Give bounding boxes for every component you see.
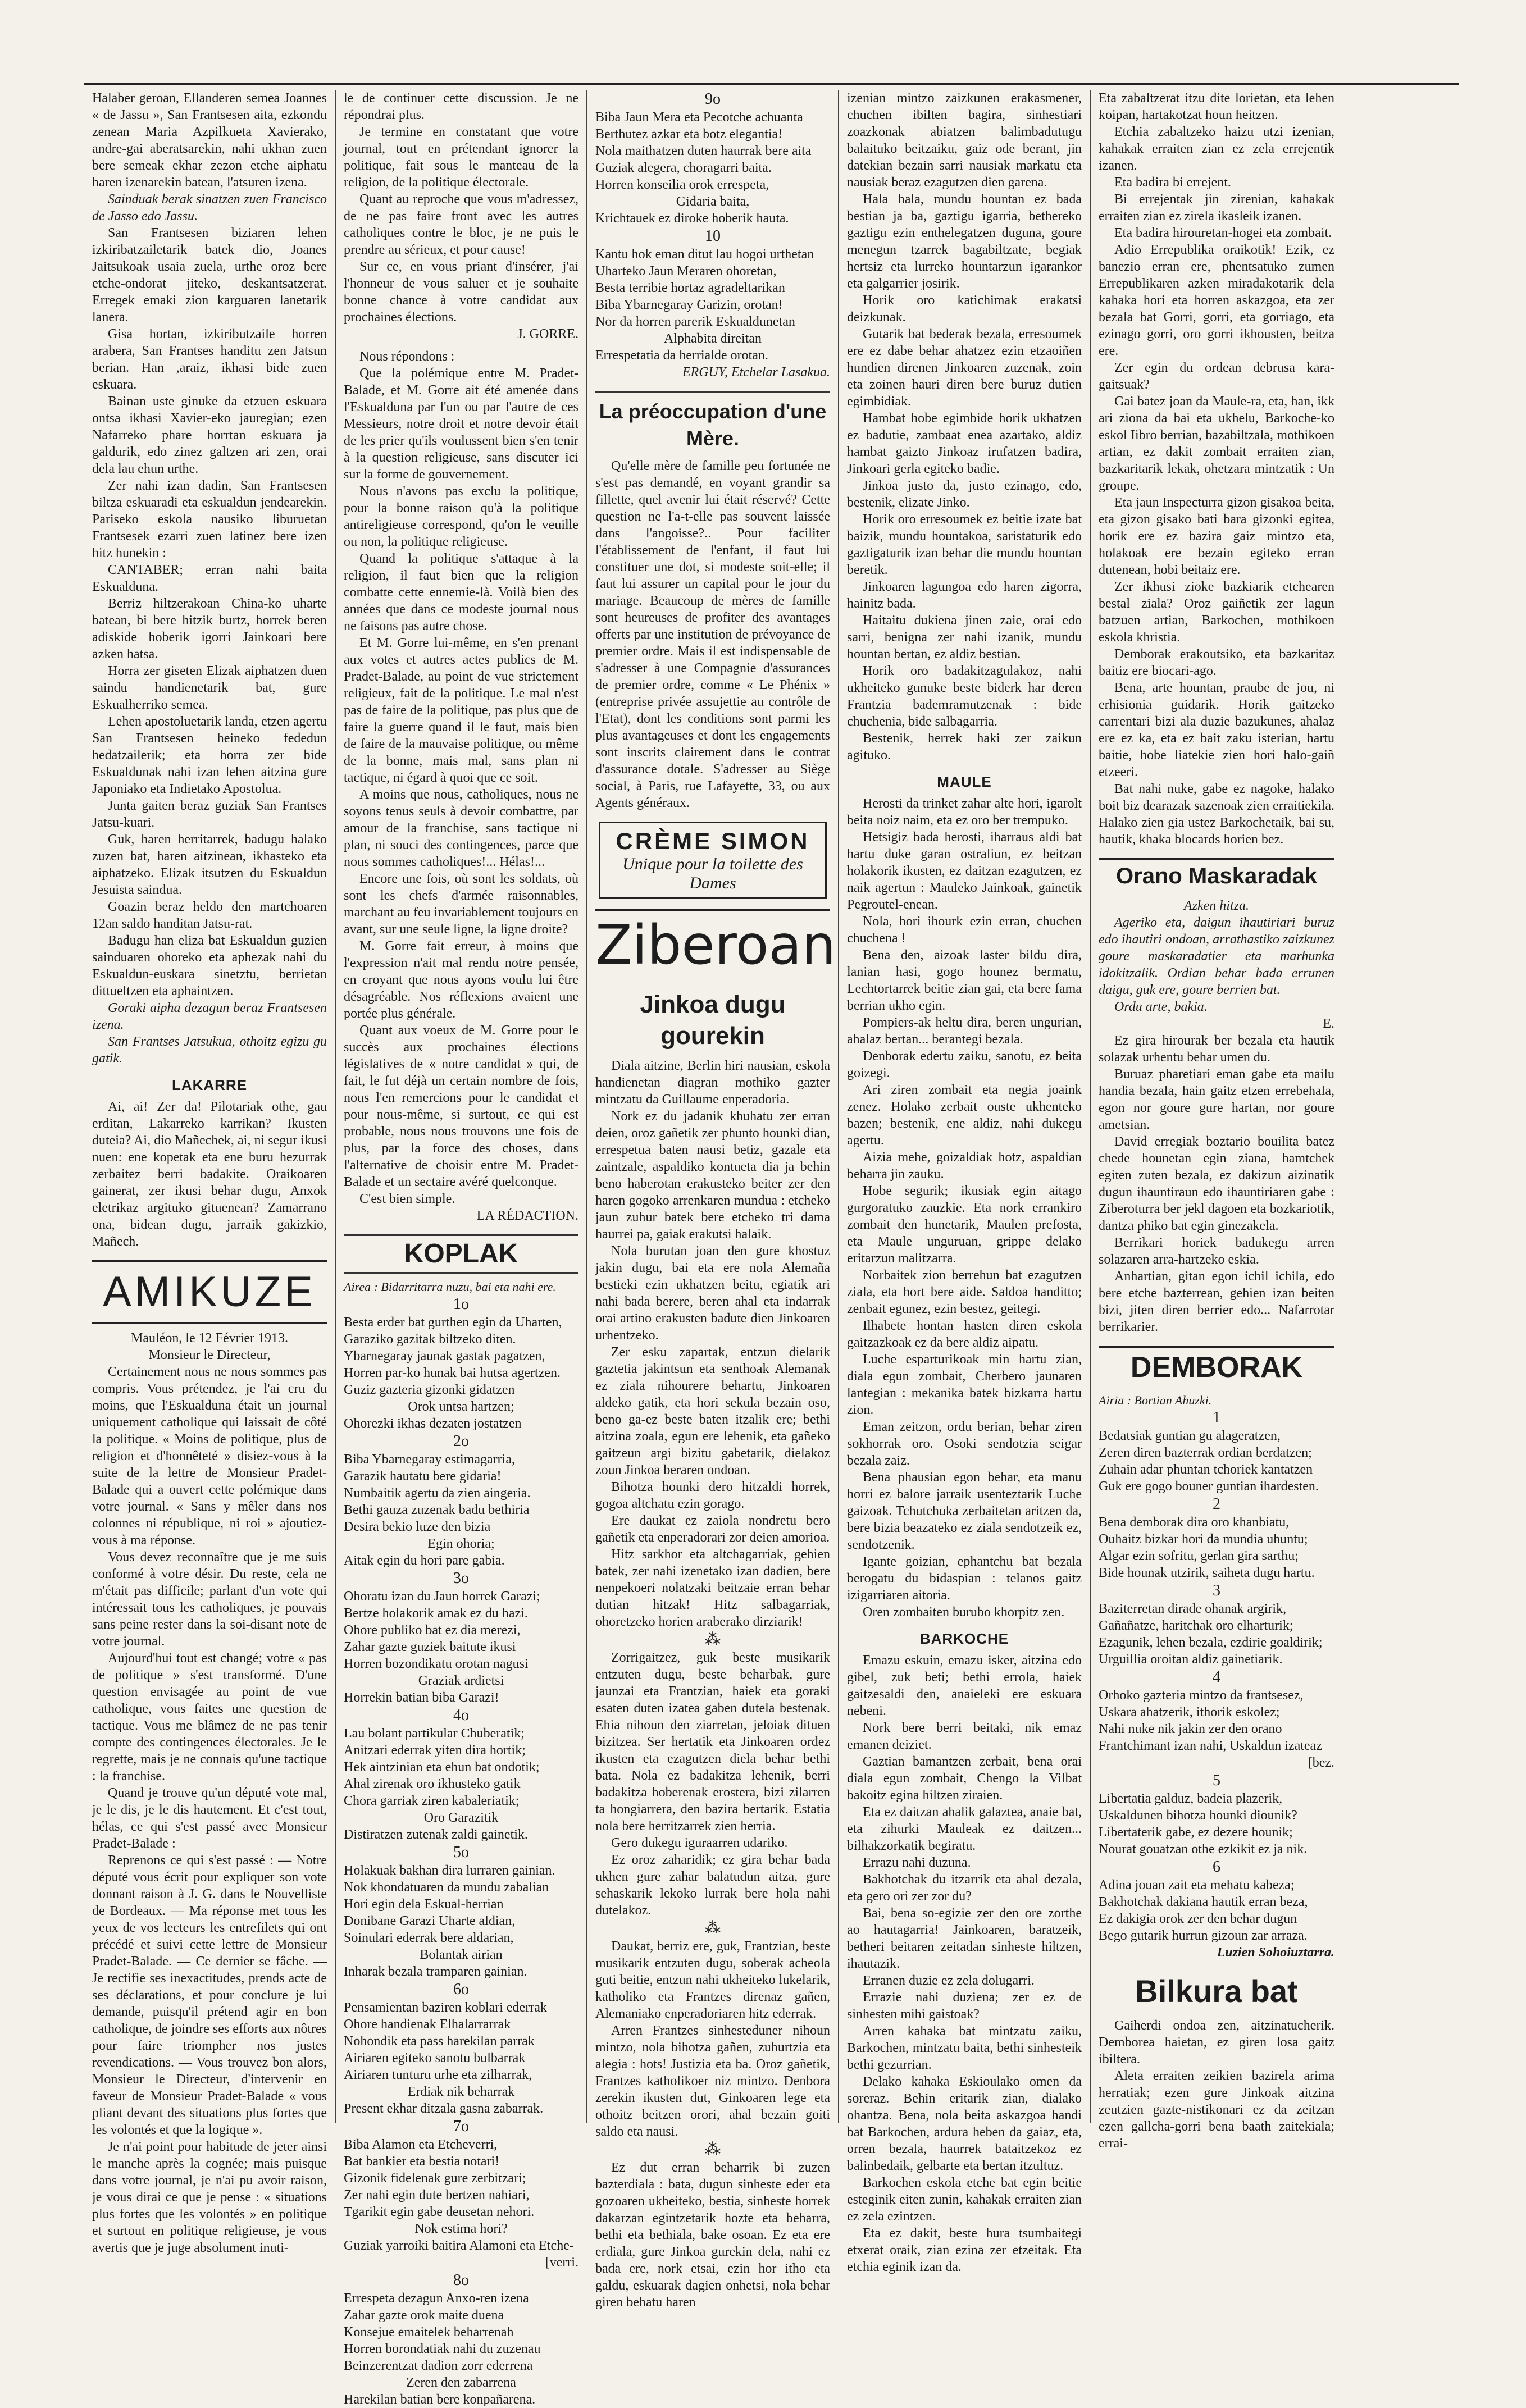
paragraph: Hambat hobe egimbide horik ukhatzen ez badutie, zambaat enea azartako, aldiz hambat gaizto Jinkoaz irufatzen badira, Jinkoari gerla egiteko badie. [847,411,1082,476]
verse-number: 3 [1213,1582,1220,1599]
verse-line: Bethi gauza zuzenak badu bethiria [344,1503,530,1517]
verse-line: Garaziko gazitak biltzeko diten. [344,1332,516,1347]
verse-number: 6 [1213,1858,1220,1876]
paragraph: Diala aitzine, Berlin hiri nausian, eskola handienetan diagran mothiko gazter mintzatu da Guillaume enperadoria. [595,1059,830,1107]
paragraph: Zer esku zapartak, entzun dielarik gaztetia jakintsun eta senthoak Alemanak ez ziala nihourere behartu, Jinkoaren aldeko gatik, eta hori sekula bezain oso, beno ga-ez beste baten itzalik ere; bethi aitzina zoala, egun ere lehenik, eta gañeko gaitzeun argi bizitu gabetarik, dielakoz zoun Jinkoa beraren ondoan. [595,1345,830,1477]
paragraph: Hobe segurik; ikusiak egin aitago gurgoratuko zauzkie. Eta nork errankiro zombait den hunetarik, Maulen prefosta, eta Maule unguruan, grippe delako eritarzun malitzarra. [847,1184,1082,1266]
paragraph: Bihotza hounki dero hitzaldi horrek, gogoa altchatu ezin gorago. [595,1480,830,1511]
paragraph: Je n'ai point pour habitude de jeter ainsi le manche après la cognée; mais puisque dans votre journal, je n'ai pu avoir raison, je vous dirai ce que je pense : « situations plus fortes que les volontés » en politique et surtout en politique religieuse, je vous avertis que je juge absolument inuti- [92,2140,327,2255]
paragraph: Qu'elle mère de famille peu fortunée ne s'est pas demandé, en voyant grandir sa fillette, quel avenir lui était réservé? Cette question ne l'a-t-elle pas souvent laissée dans l'angoisse?.. Pour faciliter l'établissement de l'enfant, il faut lui constituer une dot, si modeste soit-elle; il faut lui assurer un capital pour le jour du mariage. Beaucoup de mères de famille sont heureuses de profiter des avantages offerts par une institution de prévoyance de premier ordre. Mais il est indispensable de s'adresser à une Compagnie d'assurances de premier ordre, comme « Le Phénix » (entreprise privée assujettie au contrôle de l'Etat), dont les conditions sont parmi les plus avantageuses et dont les engagements sont inscrits clairement dans le contrat d'assurance dotale. S'adresser au Siège social, à Paris, rue Lafayette, 33, ou aux Agents généraux. [595,459,830,810]
column-3 [587,90,839,2310]
paragraph: Ari ziren zombait eta negia joaink zenez. Holako zerbait ouste ukhenteko bazen; bestenik, ene aldiz, nahi dukegu agertu. [847,1083,1082,1148]
signature: J. GORRE. [517,327,578,341]
paragraph: Ez oroz zaharidik; ez gira behar bada ukhen gure zahar balatudun aitza, gure sehaskarik lekoko lurrak bere hola nahi dutelakoz. [595,1853,830,1918]
verse-line: Nok khondatuaren da mundu zabalian [344,1880,549,1895]
paragraph: Sainduak berak sinatzen zuen Francisco de Jasso edo Jassu. [92,192,327,224]
paragraph: Zer nahi izan dadin, San Frantsesen biltza eskuaradi eta eskualdun jendearekin. Pariseko eskola nausiko liburuetan Frantsesek ezarri zuen latinez bere izen hitz hunekin : [92,478,327,560]
paragraph: Errazie nahi duziena; zer ez de sinhesten mihi gaistoak? [847,1990,1082,2022]
verse-line: Urguillia oroitan aldiz gainetiarik. [1099,1652,1283,1667]
tune-note: Airia : Bortian Ahuzki. [1099,1393,1212,1407]
paragraph: Zer egin du ordean debrusa kara-gaitsuak? [1099,361,1334,392]
verse-line: Harekilan batian bere konpañarena. [344,2392,536,2407]
paragraph: Encore une fois, où sont les soldats, où sont les chefs d'armée raisonnables, marchant au feu invariablement toujours en avant, sur une seule ligne, la ligne droite? [344,872,578,937]
paragraph: Igante goizian, ephantchu bat bezala berogatu du bidaspian : telanos gaitz izigarriaren aitoria. [847,1554,1082,1603]
verse-line: Besta erder bat gurthen egin da Uharten, [344,1315,562,1330]
paragraph: David erregiak boztario bouilita batez chede hounetan egin ziana, hamtchek egiten zuten bezala, ez dakizun aizinatik dugun ihauntiraun edo ihauntiriaren gabe : Ziberoturra ber jekl dagoen eta bozkariotik, dantza phiko bat egin ginezakela. [1099,1134,1334,1233]
column-5 [1091,90,1342,2151]
verse-line: Zer nahi egin dute bertzen nahiari, [344,2188,530,2202]
verse-line: Ohoratu izan du Jaun horrek Garazi; [344,1589,540,1604]
paragraph: Ai, ai! Zer da! Pilotariak othe, gau erditan, Lakarreko karrikan? Ikusten duteia? Ai, dio Mañechek, ai, ni segur ikusi nuen: ene kopetak eta ene buru hezurrak zerbaitez berri badakite. Oraikoaren gainerat, zer ikusi behar dugu, Anxok eletrikaz argituko gituenean? Zamarrano ona, bidean dugu, jarraik gakizkio, Mañech. [92,1100,327,1249]
paragraph: CANTABER; erran nahi baita Eskualduna. [92,563,327,594]
verse-line: Lau bolant partikular Chuberatik; [344,1726,525,1741]
verse-line: Horren konseilia orok errespeta, [595,177,769,192]
section-heading-demborak: DEMBORAK [1099,1346,1334,1387]
signature: LA RÉDACTION. [476,1208,578,1223]
paragraph: Nous répondons : [359,349,455,364]
verse-line: Nohondik eta pass harekilan parrak [344,2034,535,2049]
asterism: ⁂ [705,2141,721,2158]
verse-line: Ohore handienak Elhalarrarrak [344,2017,511,2032]
verse-line: Ohorezki ikhas dezaten jostatzen [344,1416,522,1431]
verse-line: Ezagunik, lehen bezala, ezdirie goaldirik; [1099,1635,1323,1650]
verse-number: 1o [453,1296,469,1313]
paragraph: Guk, haren herritarrek, badugu halako zuzen bat, haren aitzinean, ikhasteko eta aiphatzeko. Elizak itsutzen du Eskualdun Jesuista saindua. [92,832,327,897]
verse-line: Nourat gouatzan othe ezkikit ez ja nik. [1099,1842,1308,1857]
paragraph: Eta zabaltzerat itzu dite lorietan, eta lehen koipan, hartakotzat houn heitzen. [1099,91,1334,122]
verse-line: Algar ezin sofritu, gerlan gira sarthu; [1099,1549,1299,1563]
verse-line: Hek aintzinian eta ehun bat ondotik; [344,1760,540,1775]
verse-line: Soinulari ederrak bere aldarian, [344,1931,514,1945]
verse-line: Beinzerentzat dadion zorr ederrena [344,2359,533,2373]
paragraph: Gero dukegu iguraarren udariko. [611,1836,788,1850]
verse-line: Bolantak airian [420,1948,503,1962]
section-heading-ziberoan: Ziberoan [595,909,830,979]
verse-number: 6o [453,1981,469,1998]
paragraph: Gai batez joan da Maule-ra, eta, han, ikk ari ziona da bai eta ukhelu, Barkoche-ko eskol Iibro berrian, bazabiltzala, mothikoen artian, ez dakit zombait erraiten zian, bazkaritarik lekak, ohetzara mintzatik : Un groupe. [1099,394,1334,493]
paragraph: Certainement nous ne nous sommes pas compris. Vous prétendez, je l'ai cru du moins, que l'Eskualduna était un journal uniquement catholique qui laissait de côté la politique. « Moins de politique, plus de religion et d'honnêteté » disiez-vous à la suite de la lettre de Monsieur Pradet-Balade qui a ouvert cette polémique dans votre journal. « Sans y mêler dans nos colonnes ni république, ni roi » ajoutiez-vous à ma réponse. [92,1365,327,1548]
ad-title: CRÈME SIMON [616,828,810,854]
verse-line: Pensamientan baziren koblari ederrak [344,2000,547,2015]
tune-note: Airea : Bidarritarra nuzu, bai eta nahi ere. [344,1280,556,1294]
paragraph: Denborak edertu zaiku, sanotu, ez beita goizegi. [847,1049,1082,1080]
verse-line: Ouhaitz bizkar hori da mundia uhuntu; [1099,1532,1308,1547]
paragraph: Quant au reproche que vous m'adressez, de ne pas faire front avec les autres catholiques contre le bloc, je ne puis le prendre au sérieux, et pour cause! [344,192,578,257]
paragraph: Erranen duzie ez zela dolugarri. [863,1973,1035,1988]
verse-line: Nahi nuke nik jakin zer den orano [1099,1722,1282,1736]
paragraph: San Frantsesen biziaren lehen izkiribatzailetarik batek dio, Joanes Jaitsukoak usaia zuela, urthe oroz bere etche-ondorat jiteko, deskantsatzerat. Erregek emaki zion karguaren lanetarik lanera. [92,226,327,325]
verse-line: Kantu hok eman ditut lau hogoi urthetan [595,247,814,262]
verse-line: Orhoko gazteria mintzo da frantsesez, [1099,1688,1304,1703]
verse-number: 4 [1213,1668,1220,1686]
paragraph: Emazu eskuin, emazu isker, aitzina edo gibel, zuk beti; bethi errola, haiek gaitzesaldi den, anaieleki ere eskuara nebeni. [847,1653,1082,1718]
paragraph: Gisa hortan, izkiributzaile horren arabera, San Frantses handitu zen Jatsun berian. Han ,araiz, ikhasi bide zuen eskuara. [92,327,327,392]
verse-line: Garazik hautatu bere gidaria! [344,1469,502,1484]
verse-line: Zeren den zabarrena [406,2375,516,2390]
verse-line: Gañañatze, haritchak oro elharturik; [1099,1618,1293,1633]
paragraph: Horik oro badakitzagulakoz, nahi ukheiteko gunuke beste biderk har deren Frantzia bademramutzenak : bide chuchenia, bide salbagarria. [847,664,1082,729]
paragraph: Ilhabete hontan hasten diren eskola gaitzazkoak ez da bere aldiz aipatu. [847,1319,1082,1350]
verse-line: Airiaren tunturu urhe eta zilharrak, [344,2068,532,2082]
section-heading-koplak: KOPLAK [344,1234,578,1274]
paragraph: Eta ez dakit, beste hura tsumbaitegi etxerat oraik, zian ezina zer etzeitak. Eta etchia eginik izan da. [847,2226,1082,2274]
paragraph: Nola burutan joan den gure khostuz jakin dugu, bai eta ere nola Alemaña bestieki ezin ukhatzen beitu, egiatik ari nahi bada berere, beren ahal eta indarrak orai artino erakusten badute dien Jinkoaren urhentzeko. [595,1244,830,1343]
ad-subtitle: Unique pour la toilette des Dames [622,855,803,892]
verse-line: [bez. [1308,1755,1334,1770]
paragraph: Horik oro katichimak erakatsi deizkunak. [847,293,1082,325]
verse-line: Adina jouan zait eta mehatu kabeza; [1099,1878,1295,1892]
paragraph: Vous devez reconnaître que je me suis conformé à votre désir. Du reste, cela ne m'était pas difficile; parlant d'un vote qui intéressait tous les catholiques, je pouvais sans peine rester dans la soi-disant note de votre journal. [92,1550,327,1649]
paragraph: Haitaitu dukiena jinen zaie, orai edo sarri, benigna zer nahi izanik, mundu hountan bertan, ez aldiz bestian. [847,613,1082,662]
verse-line: Horrekin batian biba Garazi! [344,1690,499,1705]
verse-line: Ybarnegaray jaunak gastak pagatzen, [344,1349,545,1363]
verse-line: Erdiak nik beharrak [407,2085,515,2099]
advertisement-creme-simon [599,822,827,899]
verse-line: Gizonik fidelenak gure zerbitzari; [344,2171,526,2186]
paragraph: M. Gorre fait erreur, à moins que l'expression n'ait mal rendu notre pensée, en croyant que nous ayons voulu lui être désagréable. Nos réflexions avaient une portée plus générale. [344,939,578,1021]
paragraph: Nous n'avons pas exclu la politique, pour la bonne raison qu'à la politique antireligieuse correspond, qu'on le veuille ou non, la politique religieuse. [344,484,578,549]
signature: Luzien Sohoiuztarra. [1217,1945,1334,1960]
verse-number: 4o [453,1707,469,1724]
verse-line: Inharak bezala tramparen gainian. [344,1964,527,1979]
paragraph: San Frantses Jatsukua, othoitz egizu gu gatik. [92,1034,327,1066]
verse-number: 7o [453,2118,469,2135]
paragraph: Nola, hori ihourk ezin erran, chuchen chuchena ! [847,914,1082,946]
subheading: Azken hitza. [1184,899,1249,913]
verse-line: Errespetatia da herrialde orotan. [595,348,768,363]
paragraph: Pompiers-ak heltu dira, beren ungurian, ahalaz bertan... berantegi bezala. [847,1015,1082,1047]
verse-line: Berthutez azkar eta botz elegantia! [595,127,783,142]
paragraph: Errazu nahi duzuna. [863,1855,971,1870]
verse-line: Donibane Garazi Uharte aldian, [344,1914,516,1928]
section-heading-barkoche: BARKOCHE [919,1630,1009,1647]
verse-line: Aitak egin du hori pare gabia. [344,1553,505,1568]
paragraph: Delako kahaka Eskioulako omen da soreraz. Behin eritarik zian, dialako ohantza. Bena, nola beita askazgoa handi bat Barkochen, ardura heben da gaiaz, eta, orren bezala, haurrek bataitzekoz ez balinbedaik, gelbarte eta bertan itzultuz. [847,2074,1082,2173]
verse-line: Egin ohoria; [427,1536,495,1551]
verse-line: Biba Alamon eta Etcheverri, [344,2137,498,2152]
paragraph: Nork bere berri beitaki, nik emaz emanen deiziet. [847,1721,1082,1752]
verse-number: 2 [1213,1495,1220,1513]
verse-line: Libertatia galduz, badeia plazerik, [1099,1791,1283,1806]
section-heading-lakarre: LAKARRE [171,1077,248,1093]
paragraph: Eman zeitzon, ordu berian, behar ziren sokhorrak oro. Osoki sendotzia seigar bezala zaiz. [847,1420,1082,1468]
verse-number: 9o [705,90,721,108]
paragraph: Quand la politique s'attaque à la religion, il faut bien que la religion combatte cette ennemie-là. Voilà bien des années que dans ce modeste journal nous ne faisons pas autre chose. [344,551,578,633]
paragraph: Eta ez daitzan ahalik galaztea, anaie bat, eta zihurki Mauleak ez daitzen... bilhakzorkatik begiratu. [847,1805,1082,1853]
section-heading-maule: MAULE [937,773,992,790]
paragraph: A moins que nous, catholiques, nous ne soyons tenus seuls à devoir combattre, par amour de la franchise, sans tactique ni plan, ni souci des contingences, parce que nous sommes catholiques!... Hélas!... [344,787,578,869]
paragraph: Ordu arte, bakia. [1114,1000,1208,1014]
verse-line: Holakuak bakhan dira lurraren gainian. [344,1863,555,1878]
verse-line: Bena demborak dira oro khanbiatu, [1099,1515,1290,1530]
paragraph: Que la polémique entre M. Pradet-Balade, et M. Gorre ait été amenée dans l'Eskualduna par l'un ou par l'autre de ces Messieurs, notre droit et notre devoir était de les prier qu'ils voulussent bien s'en tenir à la question religieuse, sans discuter ici sur la forme de gouvernement. [344,366,578,482]
paragraph: Aujourd'hui tout est changé; votre « pas de politique » s'est transformé. D'une question envisagée au point de vue catholique, vous faites une question de tactique. Vous me blâmez de ne pas tenir compte des contingences électorales. Je le regrette, mais je ne connais qu'une tactique : la franchise. [92,1651,327,1784]
verse-line: Ohore publiko bat ez dia merezi, [344,1623,521,1638]
paragraph: Daukat, berriz ere, guk, Frantzian, beste musikarik entzuten dugu, soberak acheola guti beitie, entzun nahi ukheiteko lukelarik, katholiko eta Frantzes direnaz gañen, Alemaniako enperadoriaren hitz ederrak. [595,1939,830,2021]
paragraph: Zorrigaitzez, guk beste musikarik entzuten dugu, beste beharbak, gure jaunzai eta Frantzian, haiek eta goraki esaten duten izatea gaben dutela bestenak. Ehia nihoun den ziarretan, jeloiak dituen bizitzea. Ser hertatik eta Jinkoaren ordez ikusten eta ezagutzen diela behar bethi bata. Nola ez badakitza lehenik, berri badakitza hoberenak erostera, bizi zilarren ta hongiarrera, den bazira bertarik. Estatia nola bere herritzarrek zien herria. [595,1650,830,1834]
paragraph: Sur ce, en vous priant d'insérer, j'ai l'honneur de vous saluer et je souhaite bonne chance à votre candidat aux prochaines élections. [344,259,578,325]
verse-line: Alphabita direitan [664,331,762,346]
paragraph: Bena phausian egon behar, eta manu horri ez balore jarraik usenteztarik Luche gaizoak. Tchutchuka zerbaitetan aritzen da, bere bizia beazateko ez ziala sendotzeik ez, sendotzenik. [847,1470,1082,1552]
verse-line: Bego gutarik hurrun gizoun zar arraza. [1099,1928,1308,1943]
paragraph: Eta jaun Inspecturra gizon gisakoa beita, eta gizon gisako bati bara gizonki egitea, horik ere ez bazira gaiz mintzo eta, holakoak ere bezain egiteko erran dutenean, hobi beitaiz ere. [1099,495,1334,577]
paragraph: Quand je trouve qu'un député vote mal, je le dis, je le dis hautement. Et c'est tout, hélas, ce qui s'est passé avec Monsieur Pradet-Balade : [92,1786,327,1851]
paragraph: Ez dut erran beharrik bi zuzen bazterdiala : bata, dugun sinheste eder eta gozoaren ukheiteko, bestia, sinheste horrek dakarzan egintzetarik hozte eta beharra, bethi eta bethiala, bake osoan. Ez eta ere erdiala, gure Jinkoa gurekin dela, nahi ez bada ere, nork etsai, ezin hor itho eta galdu, eskuarak dagien onhetsi, nola behar giren behatu haren [595,2160,830,2310]
section-heading-amikuze: AMIKUZE [92,1260,327,1324]
section-heading-bilkura-bat: Bilkura bat [1135,1973,1298,2009]
verse-line: Baziterretan dirade ohanak argirik, [1099,1602,1287,1616]
verse-line: Graziak ardietsi [418,1673,504,1688]
article-title: Jinkoa dugu gourekin [640,991,786,1050]
paragraph: Jinkoaren lagungoa edo haren zigorra, hainitz bada. [847,580,1082,611]
verse-line: Uskaldunen bihotza hounki diounik? [1099,1808,1297,1823]
paragraph: Adio Errepublika oraikotik! Ezik, ez banezio erran ere, phentsatuko zumen Errepublikaren azken miradakotarik dela kahaka hori eta horren askazgoa, eta zer bezala bat Gorri, gorri, eta gorriago, eta ezinago gorri, oro gorri ikhousten, beitza ere. [1099,243,1334,358]
signature: E. [1323,1016,1334,1031]
paragraph: Aizia mehe, goizaldiak hotz, aspaldian beharra jin zauku. [847,1150,1082,1182]
verse-line: Errespeta dezagun Anxo-ren izena [344,2291,529,2306]
letter-salutation: Monsieur le Directeur, [148,1348,271,1362]
verse-line: Zahar gazte orok maite duena [344,2308,504,2323]
paragraph: Bakhotchak du itzarrik eta ahal dezala, eta gero ori zer zor du? [847,1872,1082,1904]
signature: ERGUY, Etchelar Lasakua. [682,365,830,380]
paragraph: Barkochen eskola etche bat egin beitie esteginik eiten zunin, kahakak erraiten zian ez zela ezintzen. [847,2176,1082,2224]
paragraph: C'est bien simple. [359,1192,455,1206]
verse-line: Guziak yarroiki baitira Alamoni eta Etche- [344,2238,574,2253]
paragraph: Horik oro erresoumek ez beitie izate bat baizik, mundu hountakoa, saristaturik edo gaztigaturik izan behar die mundu hountan beretik. [847,512,1082,577]
verse-number: 8o [453,2272,469,2289]
verse-line: Biba Jaun Mera eta Pecotche achuanta [595,110,803,125]
paragraph: Ere daukat ez zaiola nondretu bero gañetik eta enperadorari zor deien amorioa. [595,1513,830,1545]
verse-number: 10 [705,227,721,245]
paragraph: Bena, arte hountan, praube de jou, ni erhisionia guidarik. Horik gaitzeko carrentari bizi ala duzie bazukunes, ahalaz ere ez ka, eta ez bait zaku isterian, hartu baitie, hobe liatekie zien hori halo-gaiñ etzeeri. [1099,681,1334,779]
paragraph: Halaber geroan, Ellanderen semea Joannes « de Jassu », San Frantsesen aita, ezkondu zenean Maria Azpilkueta Xavierako, andre-gai aberatsarekin, nahi ukhan zuen bere semeak ekhar zezon etche aiphatu haren izenarekin batean, l'atsuren izena. [92,91,327,190]
paragraph: Bestenik, herrek haki zer zaikun agituko. [847,731,1082,763]
paragraph: Berriz hiltzerakoan China-ko uharte batean, bi bere hitzik burtz, horrek beren adiskide hoberik igorri Jainkoari bere azken hatsa. [92,596,327,662]
verse-line: Horren par-ko hunak bai hutsa agertzen. [344,1366,561,1380]
paragraph: Luche esparturikoak min hartu zian, diala egun zombait, Cherbero jaunaren lantegian : mekanika batek bizkarra hartu zion. [847,1352,1082,1417]
verse-line: Present ekhar ditzala gasna zabarrak. [344,2101,544,2116]
paragraph: Hitz sarkhor eta altchagarriak, gehien batek, zer nahi izenetako izan dadien, bere nenpekoeri nolatzaki beitzaie erran behar dutian hitzak! Hitz salbagarriak, ohoretzeko horien araberako dirziarik! [595,1547,830,1629]
paragraph: Et M. Gorre lui-même, en s'en prenant aux votes et autres actes publics de M. Pradet-Balade, au point de vue strictement religieux, fait de la politique. Le mal n'est pas de faire de la politique, pas plus que de faire la guerre quand il le faut, mais bien de faire de la mauvaise politique, ou même de la bonne, mais mal, sans plan ni tactique, ni égard à quoi que ce soit. [344,636,578,785]
verse-line: Gidaria baita, [676,194,750,209]
paragraph: Eta badira bi errejent. [1114,175,1231,190]
column-1 [84,90,336,2255]
verse-line: Airiaren egiteko sanotu bulbarrak [344,2051,526,2065]
verse-line: Konsejue emaitelek beharrenah [344,2325,514,2339]
verse-line: Orok untsa hartzen; [408,1399,514,1414]
verse-number: 1 [1213,1409,1220,1426]
verse-line: Besta terribie hortaz agradeltarikan [595,281,785,295]
paragraph: Eta badira hirouretan-hogei eta zombait. [1114,226,1332,240]
paragraph: Oren zombaiten burubo khorpitz zen. [863,1605,1065,1620]
paragraph: Nork ez du jadanik khuhatu zer erran deien, oroz gañetik zer phunto hounki dian, errespetua baten nausi betiz, gazale eta zaintzale, aspaldiko kontueta dia ja behin beno haberotan erakusteko beiter zer den haren gogoko arrenkaren mundua : etcheko jaun zuhur batek bere etcheko tri dama haurrei pa, gaiak erakutsi halaik. [595,1109,830,1242]
verse-line: Horren bozondikatu orotan nagusi [344,1657,529,1671]
paragraph: Arren Frantzes sinhesteduner nihoun mintzo, nola bihotza gañen, zuhurtzia eta alegia : hots! Justizia eta ba. Oroz gañetik, Frantzes katholikoer niz mintzo. Denbora zerekin ikusten dut, Ginkoaren lege eta othoitz beitzen orori, ahal bezain goiti saldo eta nausi. [595,2023,830,2139]
verse-line: Biba Ybarnegaray estimagarria, [344,1452,515,1467]
verse-line: Bide hounak utzirik, saiheta dugu hartu. [1099,1566,1315,1580]
verse-line: Nok estima hori? [414,2222,508,2236]
verse-line: Nola maithatzen duten haurrak bere aita [595,144,812,158]
column-4 [839,90,1091,2274]
verse-line: Anitzari ederrak yiten dira hortik; [344,1743,526,1758]
paragraph: Gaiherdi ondoa zen, aitzinatucherik. Demborea haietan, ez giren losa gaitz ibiltera. [1099,2018,1334,2067]
paragraph: Gaztian bamantzen zerbait, bena orai diala egun zombait, Chengo la Vilbat bakoitz egina hiltzen ziraien. [847,1754,1082,1803]
paragraph: Zer ikhusi zioke bazkiarik etchearen bestal ziala? Oroz gaiñetik zer lagun batzuen artian, Barkochen, mothikoen eskola khristia. [1099,580,1334,645]
paragraph: Goazin beraz heldo den martchoaren 12an saldo handitan Jatsu-rat. [92,900,327,931]
verse-line: Ez dakigia orok zer den behar dugun [1099,1912,1297,1926]
paragraph: Herosti da trinket zahar alte hori, igarolt beita noiz naim, eta ez oro ber trempuko. [847,796,1082,828]
paragraph: Berrikari horiek badukegu arren solazaren arra-hartzeko eskia. [1099,1235,1334,1267]
asterism: ⁂ [705,1919,721,1937]
verse-line: Bakhotchak dakiana hautik erran beza, [1099,1895,1308,1909]
header-rule [84,83,1459,85]
verse-number: 5 [1213,1772,1220,1789]
paragraph: Etchia zabaltzeko haizu utzi izenian, kahakak erraiten zian ez zela errejentik izanen. [1099,125,1334,173]
verse-line: Uharteko Jaun Meraren ohoretan, [595,264,777,279]
paragraph: Demborak erakoutsiko, eta bazkaritaz baitiz ere biocari-ago. [1099,647,1334,678]
paragraph: Aleta erraiten zeikien bazirela arima herratiak; ezen gure Jinkoak aitzina zeutzien gazte-nistikonari ez da zeitzan ezen gallcha-gorri bena baath zaitekiala; errai- [1099,2069,1334,2151]
paragraph: Bi errejentak jin zirenian, kahakak erraiten zian ez zirela ikasleik izanen. [1099,192,1334,224]
verse-line: Numbaitik agertu da zien aingeria. [344,1486,531,1501]
verse-line: Bat bankier eta bestia notari! [344,2154,500,2169]
verse-line: Guziz gazteria gizonki gidatzen [344,1383,515,1397]
paragraph: Buruaz pharetiari eman gabe eta mailu handia bezala, hain gaitz etzen errebehala, egon nor goure gure hartan, nor goure ametsian. [1099,1067,1334,1132]
verse-number: 5o [453,1844,469,1861]
verse-line: Zeren diren bazterrak ordian berdatzen; [1099,1445,1312,1460]
asterism: ⁂ [705,1631,721,1648]
paragraph: Jinkoa justo da, justo ezinago, edo, bestenik, elizate Jinko. [847,478,1082,510]
paragraph: Je termine en constatant que votre journal, tout en prétendant ignorer la politique, fait sous le manteau de la religion, de la politique électorale. [344,125,578,190]
verse-line: Biba Ybarnegaray Garizin, orotan! [595,298,783,312]
verse-line: Horren borondatiak nahi du zuzenau [344,2342,541,2356]
verse-line: Libertaterik gabe, ez dezere hounik; [1099,1825,1293,1840]
verse-line: Desira bekio luze den bizia [344,1520,491,1534]
paragraph: Bena den, aizoak laster bildu dira, lanian hasi, gogo hounez bermatu, Lechtortarrek beitie zian gai, eta bere fama berrian ukho egin. [847,948,1082,1013]
paragraph: Junta gaiten beraz guziak San Frantses Jatsu-kuari. [92,799,327,830]
paragraph: Bai, bena so-egizie zer den ore zorthe ao hautagarria! Jainkoaren, baratzeik, betheri beitaren zeitadan sinheste hiltzen, ihautazik. [847,1906,1082,1971]
paragraph: Arren kahaka bat mintzatu zaiku, Barkochen, mintzatu baita, bethi sinhesteik bethi gezurrian. [847,2024,1082,2072]
paragraph: Reprenons ce qui s'est passé : — Notre député vous écrit pour expliquer son vote donnant raison à J. G. dans le Nouvelliste de Bordeaux. — Ma réponse met tous les yeux de vos lecteurs les entrefilets qui ont précédé et suivi cette lettre de Monsieur Pradet-Balade. — Ce dernier se fâche. — Je rectifie ses inexactitudes, prends acte de ses déclarations, et pour conclure je lui demande, puisqu'il prétend agir en bon catholique, de joindre ses efforts aux nôtres pour faire triompher nos justes revendications. — Vous trouvez bon alors, Monsieur le Directeur, d'intervenir en faveur de Monsieur Pradet-Balade « vous pliant devant des situations plus fortes que les volontés et que la logique ». [92,1853,327,2137]
paragraph: izenian mintzo zaizkunen erakasmener, chuchen ibilten bagira, sinhestiari zoazkonak abiatzen balimbadutugu balaituko beitzaiku, gaiz ode berant, jin datekian bezain sarri nausiak markatu eta nausiak beraz ezagutzen dien garena. [847,91,1082,190]
verse-line: Chora garriak ziren kabaleriatik; [344,1794,520,1808]
paragraph: Lehen apostoluetarik landa, etzen agertu San Frantsesen heineko fededun hedatzailerik; eta horra zer bide Eskualdunak nahi izan lehen aitzina gure Japoniako eta Indietako Apostolua. [92,714,327,796]
verse-line: Distiratzen zutenak zaldi gainetik. [344,1827,528,1842]
verse-number: 2o [453,1433,469,1450]
verse-line: Zahar gazte guziek baitute ikusi [344,1640,516,1654]
verse-line: Hori egin dela Eskual-herrian [344,1897,504,1912]
paragraph: Hetsigiz bada herosti, iharraus aldi bat hartu duke garan ostraliun, ez beitzan holakorik ikusten, ez daitzan ezagutzen, ez naik agertun : Mauleko Jainkoak, gainetik Pegroutel-enean. [847,830,1082,912]
letter-date: Mauléon, le 12 Février 1913. [131,1331,288,1346]
verse-line: [verri. [545,2255,578,2270]
paragraph: Badugu han eliza bat Eskualdun guzien sainduaren ohoreko eta aphezak nahi du Eskualdun-euskara sinetztu, berrietan dittueltzen eta aphaintzen. [92,933,327,998]
verse-line: Zuhain adar phuntan tchoriek kantatzen [1099,1462,1313,1477]
verse-line: Tgarikit egin gabe deusetan nehori. [344,2205,535,2219]
verse-line: Nor da horren parerik Eskualdunetan [595,314,795,329]
verse-line: Guk ere gogo bouner guntian ihardesten. [1099,1479,1319,1494]
verse-line: Guziak alegera, choragarri baita. [595,161,772,175]
paragraph: Horra zer giseten Elizak aiphatzen duen saindu handienetarik bat, gure Eskualherriko semea. [92,664,327,712]
verse-line: Bertze holakorik amak ez du hazi. [344,1606,528,1621]
paragraph: Gutarik bat bederak bezala, erresoumek ere ez dabe behar ahatzez ezin etzaoiñen hundien direnen Jinkoaren zuzenak, zoin eta zoinen hauri diren bere buruz dutien egimbidiak. [847,327,1082,409]
verse-line: Bedatsiak guntian gu alageratzen, [1099,1429,1281,1443]
verse-number: 3o [453,1570,469,1587]
verse-line: Krichtauek ez diroke hoberik hauta. [595,211,789,226]
paragraph: Ez gira hirourak ber bezala eta hautik solazak urhentu behar umen du. [1099,1033,1334,1065]
verse-line: Frantchimant izan nahi, Uskaldun izateaz [1099,1739,1322,1753]
paragraph: Bat nahi nuke, gabe ez nagoke, halako boit biz dearazak sazenoak zien erraitiekila. Halako zien gia ustez Barkochetaik, bai su, hautik, khaka blocards horien bez. [1099,782,1334,847]
paragraph: le de continuer cette discussion. Je ne répondrai plus. [344,91,578,122]
paragraph: Ageriko eta, daigun ihautiriari buruz edo ihautiri ondoan, arrathastiko zaizkunez goure maskaradatier eta marhunka idokitzalik. Ordian behar bada errunen daigu, guk ere, goure berrien bat. [1099,915,1334,997]
paragraph: Goraki aipha dezagun beraz Frantsesen izena. [92,1001,327,1032]
paragraph: Anhartian, gitan egon ichil ichila, edo bere etche bazterrean, gehien izan beiten bizi, jiten diren berrier edo... Nafarrotar berrikarier. [1099,1269,1334,1334]
column-2 [336,90,587,2407]
paragraph: Norbaitek zion berrehun bat ezagutzen ziala, eta hort bere aide. Saldoa handitto; zenbait egunez, ezin bestez, geitegi. [847,1268,1082,1316]
verse-line: Uskara ahatzerik, ithorik eskolez; [1099,1705,1280,1720]
section-heading-orano-maskaradak: Orano Maskaradak [1099,858,1334,892]
verse-line: Ahal zirenak oro ikhusteko gatik [344,1777,521,1791]
paragraph: Bainan uste ginuke da etzuen eskuara ontsa ikhasi Xavier-eko jauregian; ezen Nafarreko phare horrtan eskuara ja galdurik, edo zinez galtzen ari zen, orai dela lau ehun urthe. [92,394,327,476]
paragraph: Hala hala, mundu hountan ez bada bestian ja ba, gaztigu igarria, bethereko gaztigu ezin enthelegatzen duguna, goure menegun tzarrek bagabiltzate, begiak hertsiz eta lurreko hountarzun igarankor eta galgarrier josirik. [847,192,1082,291]
paragraph: Quant aux voeux de M. Gorre pour le succès aux prochaines élections législatives de « notre candidat » qui, de fait, le fut déjà un certain nombre de fois, nous l'en remercions pour le candidat et pour nous-même, si surtout, ce qui est probable, nous nous trouvons une fois de plus, par la force des choses, dans l'alternative de choisir entre M. Pradet-Balade et un sectaire avéré quelconque. [344,1023,578,1189]
section-heading-preoccupation: La préoccupation d'une Mère. [595,391,830,452]
verse-line: Oro Garazitik [423,1810,499,1825]
